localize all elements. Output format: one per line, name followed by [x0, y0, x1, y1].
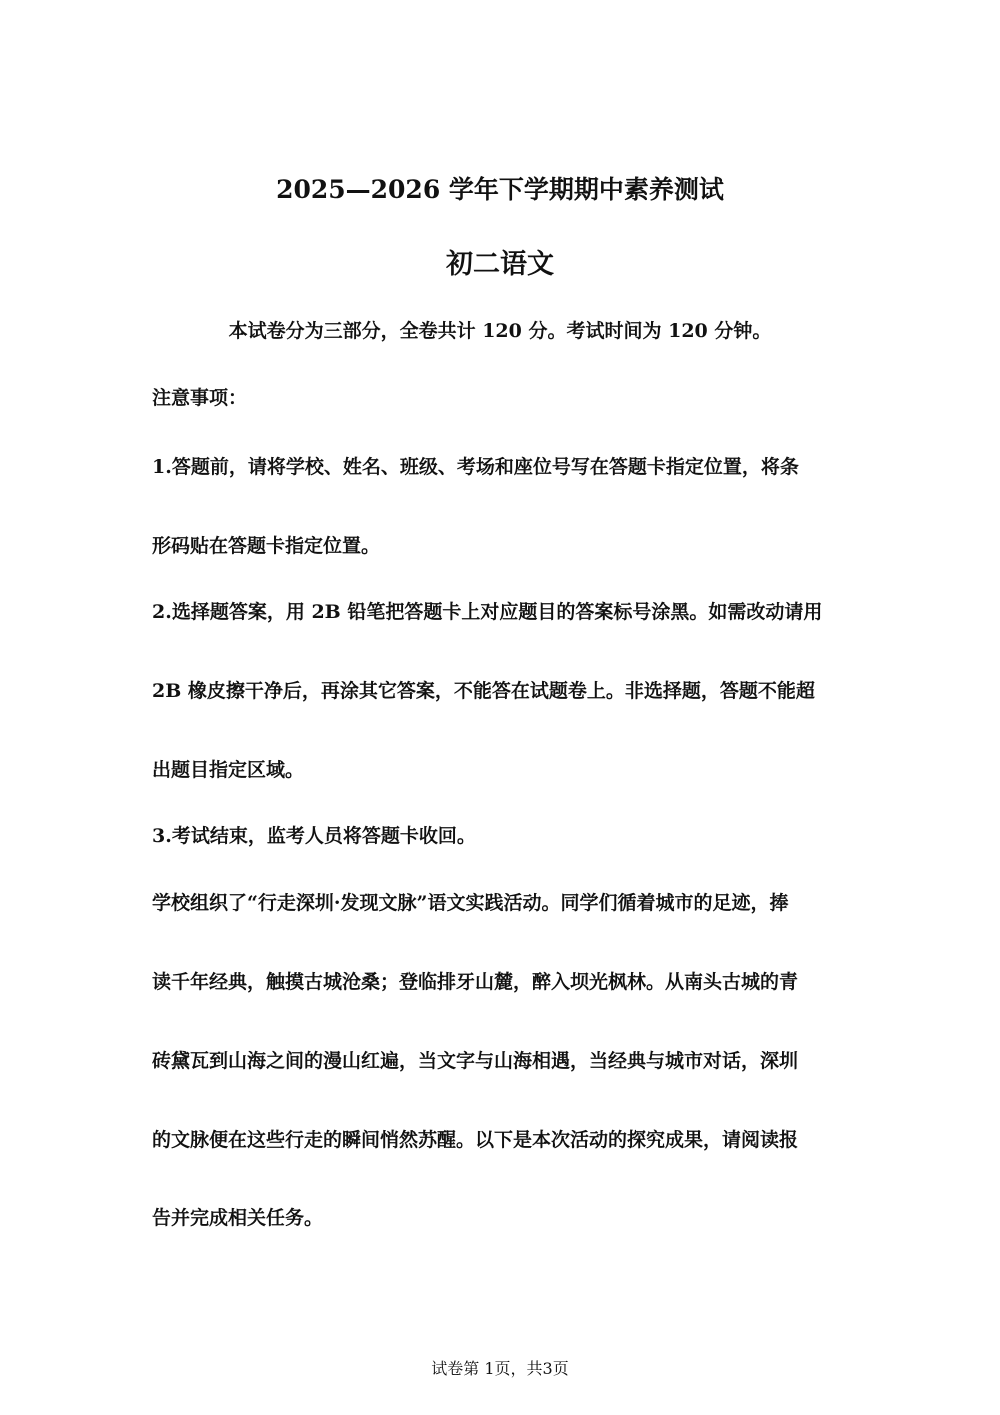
- notice-heading: 注意事项：: [152, 387, 248, 409]
- intro-line: 砖黛瓦到山海之间的漫山红遍，当文字与山海相遇，当经典与城市对话，深圳: [152, 1050, 799, 1072]
- exam-title: 2025—2026 学年下学期期中素养测试: [276, 175, 724, 204]
- notice-line: 2.选择题答案，用 2B 铅笔把答题卡上对应题目的答案标号涂黑。如需改动请用: [152, 601, 823, 623]
- notice-line: 形码贴在答题卡指定位置。: [152, 535, 381, 557]
- intro-line: 学校组织了“行走深圳·发现文脉”语文实践活动。同学们循着城市的足迹，捧: [152, 892, 789, 914]
- exam-subject: 初二语文: [446, 249, 554, 280]
- intro-line: 读千年经典，触摸古城沧桑；登临排牙山麓，醉入坝光枫林。从南头古城的青: [152, 971, 799, 993]
- exam-info: 本试卷分为三部分，全卷共计 120 分。考试时间为 120 分钟。: [228, 320, 772, 342]
- notice-line: 出题目指定区域。: [152, 759, 305, 781]
- notice-line: 3.考试结束，监考人员将答题卡收回。: [152, 825, 476, 847]
- notice-line: 1.答题前，请将学校、姓名、班级、考场和座位号写在答题卡指定位置，将条: [152, 456, 799, 478]
- intro-line: 的文脉便在这些行走的瞬间悄然苏醒。以下是本次活动的探究成果，请阅读报: [152, 1129, 799, 1151]
- page-footer: 试卷第 1页，共3页: [431, 1359, 569, 1378]
- intro-line: 告并完成相关任务。: [152, 1207, 324, 1229]
- notice-line: 2B 橡皮擦干净后，再涂其它答案，不能答在试题卷上。非选择题，答题不能超: [152, 680, 815, 702]
